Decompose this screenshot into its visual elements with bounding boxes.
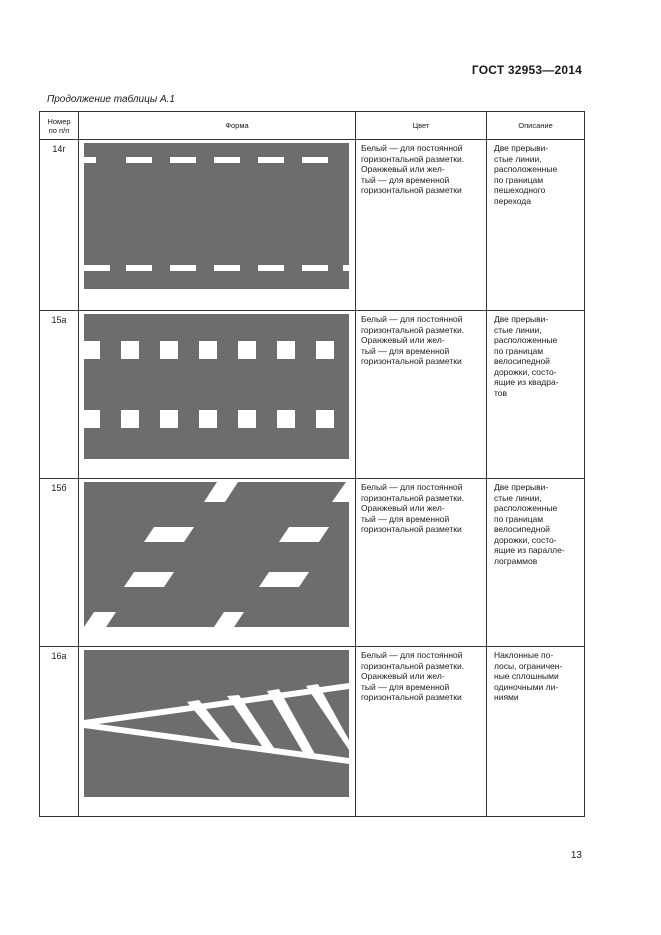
table-row	[40, 140, 585, 311]
marking-description: Две прерыви- стые линии, расположенные по границам велосипедной дорожки, состо- ящие из паралле- лограммов	[487, 479, 585, 647]
marking-form	[79, 311, 356, 479]
row-number: 15а	[40, 311, 79, 479]
inclined-stripes-image	[84, 650, 349, 797]
header-form: Форма	[79, 112, 356, 140]
header-description: Описание	[487, 112, 585, 140]
marking-form	[79, 647, 356, 817]
marking-description: Две прерыви- стые линии, расположенные по границам пешеходного перехода	[487, 140, 585, 311]
parallelograms-bike-lane-image	[84, 482, 349, 627]
squares-bike-lane-image	[84, 314, 349, 459]
table-header-row	[40, 112, 585, 140]
table-row	[40, 311, 585, 479]
header-number: Номер по п/п	[40, 112, 79, 140]
marking-color: Белый — для постоянной горизонтальной разметки. Оранжевый или жел- тый — для временной горизонтальной разметки	[356, 311, 487, 479]
marking-color: Белый — для постоянной горизонтальной разметки. Оранжевый или жел- тый — для временной горизонтальной разметки	[356, 140, 487, 311]
row-number: 14г	[40, 140, 79, 311]
marking-table	[39, 111, 585, 817]
page-number: 13	[570, 850, 582, 861]
table-row	[40, 479, 585, 647]
marking-form	[79, 140, 356, 311]
marking-description: Две прерыви- стые линии, расположенные по границам велосипедной дорожки, состо- ящие из квадра- тов	[487, 311, 585, 479]
marking-color: Белый — для постоянной горизонтальной разметки. Оранжевый или жел- тый — для временной горизонтальной разметки	[356, 647, 487, 817]
row-number: 15б	[40, 479, 79, 647]
pedestrian-crossing-dashes-image	[84, 143, 349, 289]
marking-color: Белый — для постоянной горизонтальной разметки. Оранжевый или жел- тый — для временной горизонтальной разметки	[356, 479, 487, 647]
table-caption: Продолжение таблицы А.1	[47, 94, 175, 105]
row-number: 16а	[40, 647, 79, 817]
table-row	[40, 647, 585, 817]
marking-description: Наклонные по- лосы, ограничен- ные сплошными одиночными ли- ниями	[487, 647, 585, 817]
standard-header: ГОСТ 32953—2014	[471, 63, 582, 77]
header-color: Цвет	[356, 112, 487, 140]
marking-form	[79, 479, 356, 647]
